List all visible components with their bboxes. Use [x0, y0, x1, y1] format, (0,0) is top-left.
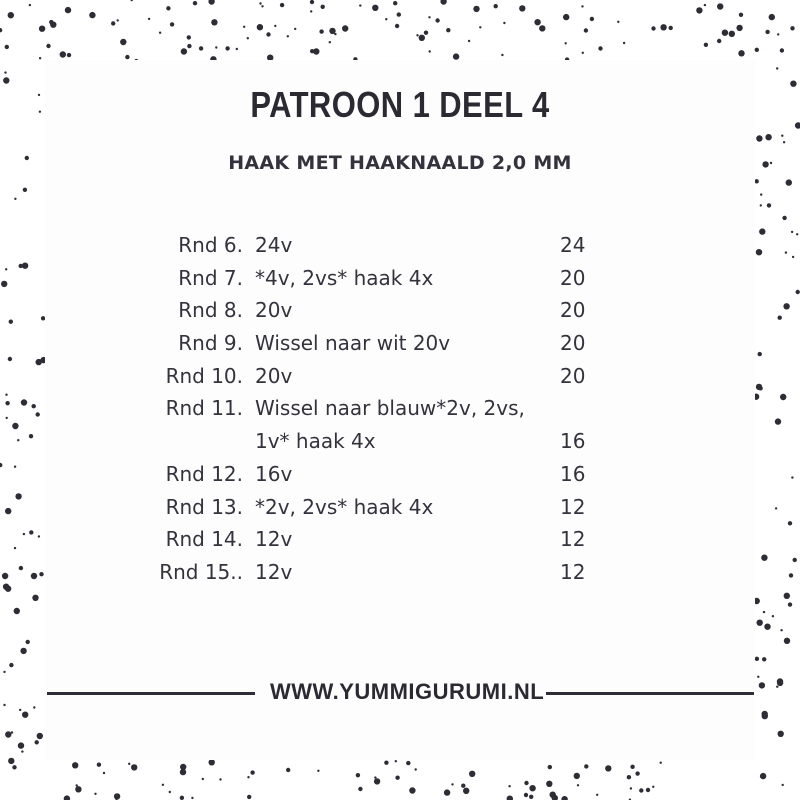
decorative-dot	[319, 29, 323, 33]
decorative-dot	[760, 773, 766, 779]
round-instruction: 12v	[255, 559, 293, 584]
decorative-dot	[3, 704, 5, 706]
decorative-dot	[598, 46, 602, 50]
round-instruction: *4v, 2vs* haak 4x	[255, 265, 434, 290]
decorative-dot	[767, 203, 771, 207]
round-label: Rnd 15..	[159, 559, 243, 584]
decorative-dot	[225, 46, 229, 50]
decorative-dot	[257, 24, 263, 30]
decorative-dot	[208, 0, 214, 5]
decorative-dot	[180, 764, 186, 770]
decorative-dot	[763, 611, 765, 613]
decorative-dot	[117, 19, 119, 21]
round-label: Rnd 13.	[165, 494, 243, 519]
decorative-dot	[627, 775, 631, 779]
decorative-dot	[358, 787, 362, 791]
decorative-dot	[287, 35, 289, 37]
decorative-dot	[259, 2, 261, 4]
round-instruction: 20v	[255, 363, 293, 388]
decorative-dot	[508, 785, 510, 787]
round-row	[0, 392, 800, 425]
decorative-dot	[19, 709, 21, 711]
decorative-dot	[393, 1, 397, 5]
round-instruction: *2v, 2vs* haak 4x	[255, 494, 434, 519]
decorative-dot	[64, 795, 70, 800]
decorative-dot	[9, 663, 13, 667]
pattern-rounds-list	[0, 229, 800, 589]
decorative-dot	[722, 30, 728, 36]
decorative-dot	[769, 14, 775, 20]
decorative-dot	[374, 778, 380, 784]
decorative-dot	[780, 629, 782, 631]
decorative-dot	[646, 788, 650, 792]
decorative-dot	[39, 57, 41, 59]
decorative-dot	[762, 713, 768, 719]
round-stitch-count: 16	[560, 429, 586, 454]
decorative-dot	[795, 122, 800, 128]
decorative-dot	[529, 785, 535, 791]
decorative-dot	[783, 141, 785, 143]
decorative-dot	[8, 12, 14, 18]
round-label: Rnd 9.	[178, 331, 243, 356]
decorative-dot	[435, 18, 439, 22]
decorative-dot	[590, 17, 594, 21]
decorative-dot	[187, 44, 191, 48]
round-label: Rnd 6.	[178, 233, 243, 257]
decorative-dot	[321, 5, 325, 9]
round-row	[0, 229, 800, 262]
round-row-continuation	[0, 425, 800, 458]
decorative-dot	[280, 3, 284, 7]
decorative-dot	[274, 25, 276, 27]
decorative-dot	[429, 50, 431, 52]
decorative-dot	[20, 648, 26, 654]
decorative-dot	[65, 7, 71, 13]
decorative-dot	[46, 44, 50, 48]
decorative-dot	[211, 19, 217, 25]
decorative-dot	[784, 638, 790, 644]
decorative-dot	[75, 786, 81, 792]
round-row	[0, 458, 800, 491]
decorative-dot	[759, 682, 765, 688]
decorative-dot	[762, 657, 766, 661]
round-label: Rnd 11.	[165, 396, 243, 421]
decorative-dot	[786, 179, 792, 185]
decorative-dot	[468, 40, 470, 42]
round-row	[0, 360, 800, 393]
decorative-dot	[39, 26, 45, 32]
decorative-dot	[577, 784, 579, 786]
round-instruction: Wissel naar blauw*2v, 2vs,	[255, 396, 525, 421]
round-label: Rnd 10.	[165, 363, 243, 388]
decorative-dot	[317, 770, 319, 772]
decorative-dot	[424, 31, 428, 35]
footer-divider-right	[546, 692, 754, 695]
decorative-dot	[696, 7, 702, 13]
decorative-dot	[39, 111, 41, 113]
decorative-dot	[764, 624, 770, 630]
round-label: Rnd 7.	[178, 265, 243, 290]
decorative-dot	[765, 134, 771, 140]
decorative-dot	[428, 16, 430, 18]
decorative-dot	[782, 216, 786, 220]
decorative-dot	[790, 81, 796, 87]
decorative-dot	[356, 773, 360, 777]
decorative-dot	[169, 791, 171, 793]
decorative-dot	[453, 53, 459, 59]
round-stitch-count: 12	[560, 559, 586, 584]
decorative-dot	[561, 796, 567, 800]
decorative-dot	[444, 789, 450, 795]
decorative-dot	[581, 5, 583, 7]
decorative-dot	[247, 776, 249, 778]
decorative-dot	[50, 22, 56, 28]
decorative-dot	[574, 773, 580, 779]
decorative-dot	[395, 760, 397, 762]
decorative-dot	[757, 620, 763, 626]
decorative-dot	[166, 6, 170, 10]
decorative-dot	[760, 204, 762, 206]
decorative-dot	[191, 797, 193, 799]
decorative-dot	[451, 783, 453, 785]
decorative-dot	[755, 657, 759, 661]
round-instruction: 20v	[255, 298, 293, 323]
decorative-dot	[788, 602, 792, 606]
decorative-dot	[565, 42, 567, 44]
round-label: Rnd 14.	[165, 527, 243, 552]
decorative-dot	[131, 0, 133, 1]
round-instruction: Wissel naar wit 20v	[255, 331, 451, 356]
decorative-dot	[8, 758, 14, 764]
decorative-dot	[162, 784, 164, 786]
decorative-dot	[261, 5, 263, 7]
decorative-dot	[605, 765, 611, 771]
decorative-dot	[524, 793, 528, 797]
decorative-dot	[12, 765, 16, 769]
decorative-dot	[111, 21, 115, 25]
decorative-dot	[97, 763, 101, 767]
decorative-dot	[440, 0, 446, 5]
decorative-dot	[94, 793, 96, 795]
decorative-dot	[159, 32, 161, 34]
decorative-dot	[310, 0, 314, 4]
decorative-dot	[384, 761, 388, 765]
decorative-dot	[760, 193, 762, 195]
decorative-dot	[790, 26, 794, 30]
page-subtitle: HAAK MET HAAKNAALD 2,0 MM	[228, 152, 572, 174]
round-instruction: 1v* haak 4x	[255, 429, 376, 454]
decorative-dot	[546, 781, 552, 787]
decorative-dot	[72, 762, 78, 768]
round-row	[0, 294, 800, 327]
decorative-dot	[660, 24, 666, 30]
decorative-dot	[756, 135, 762, 141]
decorative-dot	[5, 731, 11, 737]
decorative-dot	[507, 796, 513, 800]
decorative-dot	[630, 787, 632, 789]
decorative-dot	[623, 42, 625, 44]
decorative-dot	[639, 788, 643, 792]
decorative-dot	[131, 764, 137, 770]
round-instruction: 12v	[255, 527, 293, 552]
decorative-dot	[738, 50, 744, 56]
round-stitch-count: 16	[560, 461, 586, 486]
decorative-dot	[415, 768, 417, 770]
decorative-dot	[29, 4, 31, 6]
decorative-dot	[310, 49, 314, 53]
decorative-dot	[461, 784, 465, 788]
decorative-dot	[329, 28, 335, 34]
decorative-dot	[128, 763, 130, 765]
round-instruction: 16v	[255, 461, 293, 486]
round-stitch-count: 20	[560, 298, 586, 323]
decorative-dot	[406, 761, 410, 765]
round-stitch-count: 24	[560, 233, 586, 257]
round-stitch-count: 12	[560, 527, 586, 552]
decorative-dot	[479, 26, 481, 28]
decorative-dot	[397, 12, 401, 16]
decorative-dot	[89, 12, 95, 18]
decorative-dot	[120, 39, 126, 45]
decorative-dot	[778, 731, 784, 737]
decorative-dot	[266, 32, 270, 36]
decorative-dot	[772, 615, 774, 617]
round-row	[0, 491, 800, 524]
round-label: Rnd 12.	[165, 461, 243, 486]
decorative-dot	[26, 640, 30, 644]
decorative-dot	[193, 1, 197, 5]
decorative-dot	[494, 4, 498, 8]
decorative-dot	[14, 608, 20, 614]
round-stitch-count: 20	[560, 363, 586, 388]
decorative-dot	[503, 22, 505, 24]
decorative-dot	[529, 795, 533, 799]
decorative-dot	[60, 51, 66, 57]
decorative-dot	[469, 771, 475, 777]
round-label: Rnd 8.	[178, 298, 243, 323]
decorative-dot	[329, 41, 331, 43]
decorative-dot	[704, 43, 708, 47]
decorative-dot	[0, 28, 2, 32]
decorative-dot	[473, 6, 479, 12]
decorative-dot	[67, 53, 71, 57]
decorative-dot	[5, 45, 9, 49]
decorative-dot	[755, 179, 759, 183]
decorative-dot	[21, 750, 23, 752]
decorative-dot	[652, 786, 654, 788]
decorative-dot	[294, 28, 296, 30]
decorative-dot	[286, 768, 290, 772]
decorative-dot	[704, 4, 706, 6]
decorative-dot	[38, 94, 40, 96]
round-row	[0, 556, 800, 589]
decorative-dot	[617, 21, 619, 23]
decorative-dot	[395, 776, 399, 780]
decorative-dot	[180, 796, 184, 800]
decorative-dot	[419, 35, 425, 41]
website-url: WWW.YUMMIGURUMI.NL	[270, 679, 545, 704]
decorative-dot	[209, 759, 215, 765]
decorative-dot	[310, 10, 312, 12]
footer-divider-left	[47, 692, 255, 695]
decorative-dot	[548, 765, 552, 769]
decorative-dot	[170, 22, 174, 26]
decorative-dot	[729, 31, 735, 37]
decorative-dot	[582, 52, 584, 54]
decorative-dot	[3, 671, 5, 673]
decorative-dot	[776, 67, 778, 69]
decorative-dot	[247, 37, 249, 39]
decorative-dot	[18, 742, 24, 748]
round-row	[0, 262, 800, 295]
decorative-dot	[125, 55, 129, 59]
decorative-dot	[669, 26, 673, 30]
decorative-dot	[359, 4, 361, 6]
decorative-dot	[780, 48, 784, 52]
decorative-dot	[755, 48, 759, 52]
decorative-dot	[584, 28, 588, 32]
decorative-dot	[247, 795, 251, 799]
decorative-dot	[372, 5, 378, 11]
decorative-dot	[446, 28, 450, 32]
decorative-dot	[539, 25, 545, 31]
decorative-dot	[519, 5, 525, 11]
decorative-dot	[4, 71, 6, 73]
decorative-dot	[219, 778, 221, 780]
round-row	[0, 523, 800, 556]
round-stitch-count: 20	[560, 265, 586, 290]
decorative-dot	[781, 135, 783, 137]
round-stitch-count: 12	[560, 494, 586, 519]
decorative-dot	[35, 740, 39, 744]
decorative-dot	[202, 778, 204, 780]
decorative-dot	[584, 764, 588, 768]
decorative-dot	[215, 46, 217, 48]
decorative-dot	[757, 676, 759, 678]
round-stitch-count: 20	[560, 331, 586, 356]
decorative-dot	[416, 34, 418, 36]
decorative-dot	[14, 198, 16, 200]
decorative-dot	[501, 54, 503, 56]
decorative-dot	[250, 770, 254, 774]
decorative-dot	[103, 772, 105, 774]
decorative-dot	[777, 678, 783, 684]
decorative-dot	[342, 25, 348, 31]
decorative-dot	[784, 593, 790, 599]
page-title: PATROON 1 DEEL 4	[250, 84, 550, 125]
round-row	[0, 327, 800, 360]
decorative-dot	[782, 784, 784, 786]
decorative-dot	[765, 30, 769, 34]
decorative-dot	[660, 762, 662, 764]
decorative-dot	[22, 712, 28, 718]
decorative-dot	[739, 13, 743, 17]
round-instruction: 24v	[255, 233, 293, 257]
decorative-dot	[32, 595, 38, 601]
decorative-dot	[736, 25, 742, 31]
decorative-dot	[563, 14, 569, 20]
decorative-dot	[33, 706, 35, 708]
decorative-dot	[236, 48, 238, 50]
decorative-dot	[717, 39, 721, 43]
decorative-dot	[630, 765, 634, 769]
decorative-dot	[243, 26, 245, 28]
decorative-dot	[385, 18, 387, 20]
decorative-dot	[409, 787, 415, 793]
decorative-dot	[651, 26, 655, 30]
decorative-dot	[596, 794, 598, 796]
decorative-dot	[524, 781, 528, 785]
decorative-dot	[534, 19, 540, 25]
decorative-dot	[187, 35, 191, 39]
decorative-dot	[717, 3, 723, 9]
decorative-dot	[199, 46, 203, 50]
decorative-dot	[37, 733, 43, 739]
decorative-dot	[463, 788, 469, 794]
decorative-dot	[777, 33, 779, 35]
decorative-dot	[181, 48, 187, 54]
decorative-dot	[3, 77, 9, 83]
decorative-dot	[776, 686, 778, 688]
decorative-dot	[148, 18, 150, 20]
decorative-dot	[23, 188, 27, 192]
decorative-dot	[635, 771, 639, 775]
decorative-dot	[395, 24, 399, 28]
